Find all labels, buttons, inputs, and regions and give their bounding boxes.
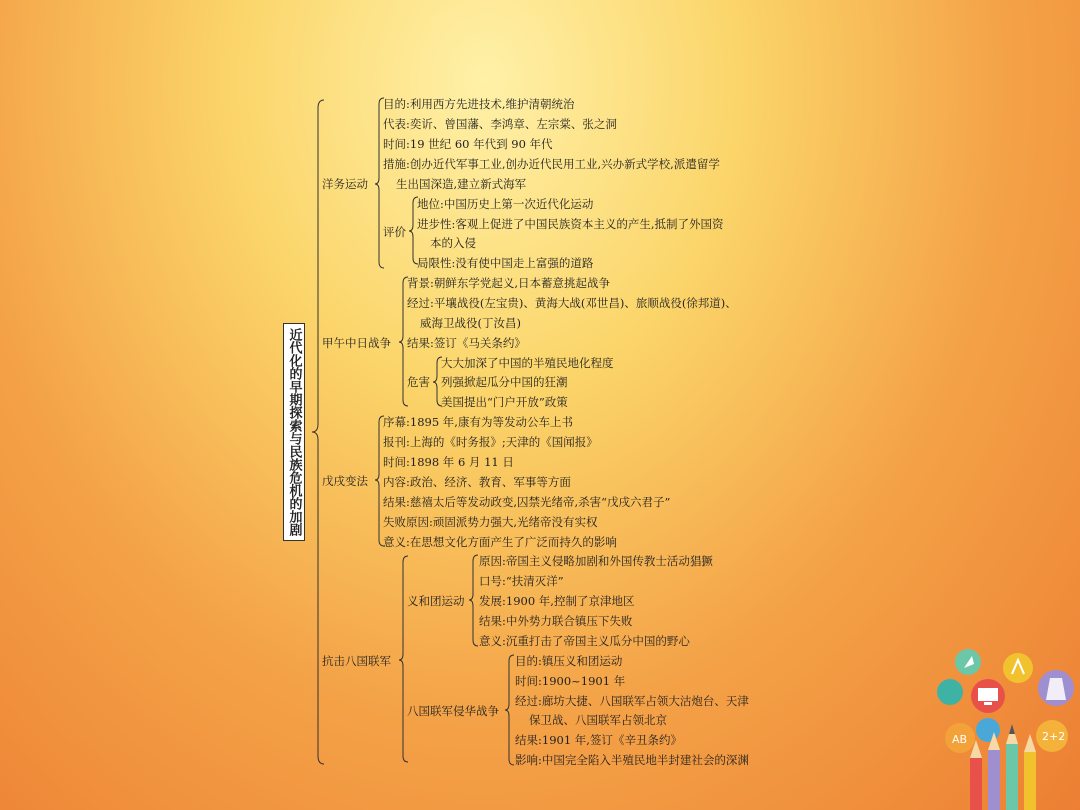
invasion-purpose: 目的:镇压义和团运动: [515, 654, 623, 668]
main-title: 近代化的早期探索与民族危机的加剧: [286, 328, 302, 536]
invasion-impact: 影响:中国完全陷入半殖民地半封建社会的深渊: [515, 753, 749, 767]
jiawu-result: 结果:签订《马关条约》: [407, 336, 526, 350]
topic-kangji: 抗击八国联军: [322, 654, 391, 668]
svg-text:2+2: 2+2: [1042, 730, 1066, 743]
main-title-box: [283, 323, 305, 541]
wuxu-prelude: 序幕:1895 年,康有为等发动公车上书: [383, 415, 573, 429]
wuxu-failure: 失败原因:顽固派势力强大,光绪帝没有实权: [383, 515, 598, 529]
jiawu-harm-item1: 大大加深了中国的半殖民地化程度: [441, 356, 614, 370]
invasion-result: 结果:1901 年,签订《辛丑条约》: [515, 733, 682, 747]
yangwu-eval-progress-line2: 本的入侵: [430, 236, 476, 250]
jiawu-background: 背景:朝鲜东学党起义,日本蓄意挑起战争: [407, 276, 611, 290]
yangwu-representatives: 代表:奕䜣、曾国藩、李鸿章、左宗棠、张之洞: [383, 117, 617, 131]
brace-yihetuan: [469, 555, 478, 646]
invasion-label: 八国联军侵华战争: [407, 704, 499, 718]
invasion-process-line1: 经过:廊坊大捷、八国联军占领大沽炮台、天津: [515, 694, 749, 708]
wuxu-newspapers: 报刊:上海的《时务报》;天津的《国闻报》: [383, 435, 598, 449]
yihetuan-slogan: 口号:“扶清灭洋”: [479, 574, 564, 588]
topic-jiawu: 甲午中日战争: [322, 336, 391, 350]
brace-kangji: [399, 556, 408, 762]
jiawu-process-line2: 威海卫战役(丁汝昌): [420, 316, 521, 330]
invasion-process-line2: 保卫战、八国联军占领北京: [529, 713, 667, 727]
jiawu-harm-item2: 列强掀起瓜分中国的狂潮: [441, 375, 568, 389]
yihetuan-cause: 原因:帝国主义侵略加剧和外国传教士活动猖獗: [479, 554, 713, 568]
wuxu-significance: 意义:在思想文化方面产生了广泛而持久的影响: [383, 535, 617, 549]
jiawu-harm: 危害: [407, 375, 430, 389]
yangwu-eval-limitation: 局限性:没有使中国走上富强的道路: [417, 256, 594, 270]
topic-yangwu: 洋务运动: [322, 177, 368, 191]
yangwu-measures-line2: 生出国深造,建立新式海军: [396, 177, 527, 191]
yangwu-purpose: 目的:利用西方先进技术,维护清朝统治: [383, 97, 575, 111]
brace-invasion: [505, 655, 514, 765]
wuxu-result: 结果:慈禧太后等发动政变,囚禁光绪帝,杀害“戊戌六君子”: [383, 495, 671, 509]
yangwu-eval-status: 地位:中国历史上第一次近代化运动: [417, 197, 594, 211]
yihetuan-development: 发展:1900 年,控制了京津地区: [479, 594, 635, 608]
yangwu-measures-line1: 措施:创办近代军事工业,创办近代民用工业,兴办新式学校,派遣留学: [383, 157, 720, 171]
yihetuan-label: 义和团运动: [407, 594, 465, 608]
invasion-time: 时间:1900~1901 年: [515, 674, 626, 688]
yihetuan-result: 结果:中外势力联合镇压下失败: [479, 614, 633, 628]
atom-icon: [937, 679, 963, 705]
svg-text:AB: AB: [952, 733, 968, 746]
topic-wuxu: 戊戌变法: [322, 474, 368, 488]
dna-icon: [976, 718, 1000, 742]
jiawu-process-line1: 经过:平壤战役(左宝贵)、黄海大战(邓世昌)、旅顺战役(徐邦道)、: [407, 296, 737, 310]
yihetuan-significance: 意义:沉重打击了帝国主义瓜分中国的野心: [479, 634, 690, 648]
yangwu-time: 时间:19 世纪 60 年代到 90 年代: [383, 137, 553, 151]
wuxu-time: 时间:1898 年 6 月 11 日: [383, 455, 514, 469]
decorative-education-illustration: [930, 640, 1080, 810]
yangwu-eval-progress-line1: 进步性:客观上促进了中国民族资本主义的产生,抵制了外国资: [417, 217, 724, 231]
jiawu-harm-item3: 美国提出“门户开放”政策: [441, 395, 568, 409]
yangwu-evaluation: 评价: [383, 225, 406, 239]
wuxu-content: 内容:政治、经济、教育、军事等方面: [383, 475, 571, 489]
